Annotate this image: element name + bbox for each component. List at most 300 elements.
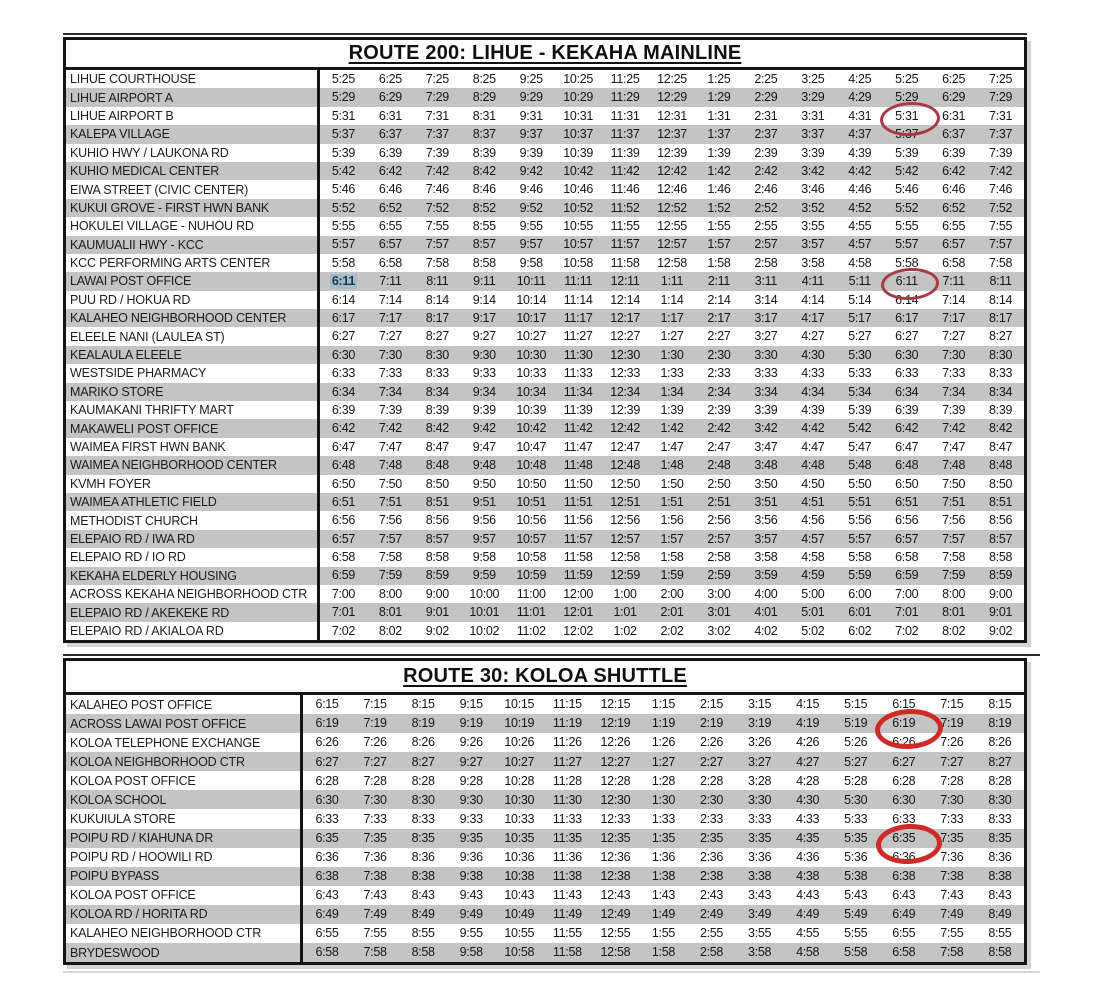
time-cell xyxy=(736,924,784,943)
time-text: 7:35 xyxy=(363,830,387,845)
time-text: 3:00 xyxy=(707,586,731,601)
time-cell xyxy=(447,695,495,714)
stop-name: KALAHEO NEIGHBORHOOD CTR xyxy=(66,924,303,943)
time-text: 5:30 xyxy=(844,792,868,807)
time-cell xyxy=(555,180,602,198)
time-text: 8:27 xyxy=(425,329,449,344)
time-text: 1:33 xyxy=(651,811,676,826)
time-cell xyxy=(930,346,977,364)
time-text: 5:31 xyxy=(895,108,919,123)
time-cell xyxy=(880,695,928,714)
stop-name: WAIMEA NEIGHBORHOOD CENTER xyxy=(66,456,320,474)
time-text: 7:33 xyxy=(940,811,964,826)
time-text: 8:48 xyxy=(425,458,449,473)
time-cell xyxy=(508,70,555,88)
time-cell xyxy=(883,291,930,309)
stop-name: ELEELE NANI (LAULEA ST) xyxy=(66,327,320,345)
time-text: 5:31 xyxy=(331,108,356,123)
time-text: 3:01 xyxy=(707,605,731,620)
time-cell xyxy=(508,254,555,272)
time-cell xyxy=(736,905,784,924)
time-text: 1:25 xyxy=(707,71,731,86)
time-cell xyxy=(399,867,447,886)
time-cell xyxy=(508,493,555,511)
time-text: 9:33 xyxy=(472,366,496,381)
time-cell xyxy=(495,733,543,752)
time-cell xyxy=(399,886,447,905)
time-text: 11:38 xyxy=(552,868,582,883)
time-text: 10:37 xyxy=(563,127,594,142)
time-cell xyxy=(414,199,461,217)
time-text: 7:19 xyxy=(363,716,387,731)
time-text: 6:27 xyxy=(892,754,916,769)
time-text: 4:42 xyxy=(848,163,872,178)
time-cell xyxy=(461,456,508,474)
time-cell xyxy=(320,530,367,548)
time-cell xyxy=(930,327,977,345)
time-cell xyxy=(602,309,649,327)
time-cell xyxy=(414,364,461,382)
time-text: 8:14 xyxy=(989,292,1013,307)
time-cell xyxy=(832,848,880,867)
time-text: 1:11 xyxy=(660,274,684,289)
time-text: 8:51 xyxy=(425,494,449,509)
time-cell xyxy=(320,180,367,198)
time-cell xyxy=(930,511,977,529)
time-text: 1:56 xyxy=(660,513,684,528)
time-text: 8:48 xyxy=(989,458,1013,473)
time-text: 1:14 xyxy=(660,292,684,307)
time-cell xyxy=(928,867,976,886)
time-text: 7:25 xyxy=(989,71,1013,86)
time-cell xyxy=(742,456,789,474)
time-cell xyxy=(928,714,976,733)
time-text: 7:00 xyxy=(895,586,919,601)
time-text: 6:38 xyxy=(315,868,339,883)
time-cell xyxy=(789,622,836,640)
time-cell xyxy=(930,88,977,106)
time-text: 11:37 xyxy=(610,127,640,142)
time-cell xyxy=(883,548,930,566)
time-cell xyxy=(367,456,414,474)
time-cell xyxy=(789,236,836,254)
time-cell xyxy=(789,291,836,309)
time-cell xyxy=(508,567,555,585)
time-text: 3:30 xyxy=(748,792,772,807)
time-cell xyxy=(883,199,930,217)
timetable-row xyxy=(66,107,1024,125)
time-cell xyxy=(883,567,930,585)
time-text: 4:50 xyxy=(801,476,825,491)
time-text: 6:51 xyxy=(331,494,356,509)
timetable-row xyxy=(66,886,1024,905)
time-cell xyxy=(688,943,736,962)
time-text: 4:30 xyxy=(801,347,825,362)
time-cell xyxy=(928,695,976,714)
time-text: 12:38 xyxy=(600,868,631,883)
time-text: 2:02 xyxy=(660,623,684,638)
time-text: 7:49 xyxy=(363,907,387,922)
time-cell xyxy=(649,622,696,640)
time-text: 4:55 xyxy=(796,926,820,941)
time-cell xyxy=(414,254,461,272)
time-cell xyxy=(591,733,639,752)
time-cell xyxy=(303,714,351,733)
stop-name: KEKAHA ELDERLY HOUSING xyxy=(66,567,320,585)
time-text: 8:00 xyxy=(942,586,966,601)
time-cell xyxy=(555,622,602,640)
time-text: 6:19 xyxy=(892,716,916,731)
time-cell xyxy=(977,383,1024,401)
time-text: 9:57 xyxy=(472,531,496,546)
time-cell xyxy=(414,327,461,345)
time-cell xyxy=(930,567,977,585)
timetable-row xyxy=(66,695,1024,714)
time-cell xyxy=(508,530,555,548)
time-text: 7:36 xyxy=(363,849,387,864)
time-cell xyxy=(399,924,447,943)
time-text: 2:15 xyxy=(699,697,724,712)
time-text: 5:39 xyxy=(331,145,356,160)
time-cell xyxy=(688,809,736,828)
time-cell xyxy=(836,419,883,437)
time-text: 8:33 xyxy=(411,811,435,826)
time-text: 11:25 xyxy=(610,71,640,86)
time-text: 8:19 xyxy=(411,716,435,731)
time-cell xyxy=(836,530,883,548)
time-text: 11:43 xyxy=(552,888,582,903)
time-cell xyxy=(976,886,1024,905)
time-text: 8:56 xyxy=(425,513,449,528)
time-cell xyxy=(367,199,414,217)
time-text: 7:50 xyxy=(942,476,966,491)
time-cell xyxy=(461,419,508,437)
time-cell xyxy=(543,752,591,771)
time-cell xyxy=(367,438,414,456)
time-text: 4:58 xyxy=(796,945,820,960)
time-text: 6:48 xyxy=(331,458,356,473)
time-text: 10:57 xyxy=(563,237,594,252)
time-text: 11:59 xyxy=(563,568,593,583)
time-cell xyxy=(883,419,930,437)
time-cell xyxy=(461,364,508,382)
time-text: 7:26 xyxy=(940,735,964,750)
time-text: 12:14 xyxy=(610,292,640,307)
time-text: 4:19 xyxy=(796,716,820,731)
time-cell xyxy=(696,125,743,143)
time-cell xyxy=(696,107,743,125)
time-cell xyxy=(696,493,743,511)
time-text: 6:47 xyxy=(895,439,919,454)
time-text: 2:57 xyxy=(754,237,778,252)
time-cell xyxy=(303,905,351,924)
time-text: 8:49 xyxy=(411,907,435,922)
time-cell xyxy=(789,511,836,529)
time-text: 4:51 xyxy=(801,494,825,509)
time-cell xyxy=(883,309,930,327)
time-cell xyxy=(495,867,543,886)
timetable-row xyxy=(66,346,1024,364)
timetable-row xyxy=(66,809,1024,828)
time-text: 10:14 xyxy=(516,292,547,307)
timetable-row xyxy=(66,236,1024,254)
time-text: 12:57 xyxy=(610,531,640,546)
time-cell xyxy=(414,236,461,254)
time-cell xyxy=(977,419,1024,437)
time-cell xyxy=(495,695,543,714)
time-text: 8:58 xyxy=(411,945,435,960)
time-cell xyxy=(320,346,367,364)
time-cell xyxy=(977,511,1024,529)
time-cell xyxy=(367,419,414,437)
time-text: 4:43 xyxy=(796,888,820,903)
time-cell xyxy=(883,254,930,272)
time-text: 3:37 xyxy=(801,127,825,142)
time-text: 8:39 xyxy=(989,402,1013,417)
time-cell xyxy=(742,475,789,493)
time-text: 2:50 xyxy=(707,476,731,491)
time-cell xyxy=(930,364,977,382)
time-text: 7:30 xyxy=(942,347,966,362)
time-text: 12:58 xyxy=(600,945,631,960)
time-cell xyxy=(555,511,602,529)
time-cell xyxy=(414,511,461,529)
time-text: 7:39 xyxy=(378,402,402,417)
time-cell xyxy=(508,327,555,345)
time-text: 12:49 xyxy=(600,907,631,922)
stop-name: PUU RD / HOKUA RD xyxy=(66,291,320,309)
time-cell xyxy=(742,530,789,548)
time-cell xyxy=(836,70,883,88)
time-cell xyxy=(414,493,461,511)
time-text: 11:00 xyxy=(516,586,546,601)
time-text: 2:27 xyxy=(699,754,724,769)
time-text: 7:55 xyxy=(425,219,449,234)
time-text: 8:55 xyxy=(472,219,496,234)
time-text: 11:29 xyxy=(610,90,640,105)
time-cell xyxy=(414,162,461,180)
time-text: 3:33 xyxy=(748,811,772,826)
time-text: 2:28 xyxy=(699,773,724,788)
time-cell xyxy=(977,493,1024,511)
time-cell xyxy=(399,771,447,790)
time-text: 12:15 xyxy=(600,697,631,712)
time-cell xyxy=(602,622,649,640)
time-text: 4:34 xyxy=(801,384,825,399)
time-text: 7:58 xyxy=(425,255,449,270)
time-text: 9:38 xyxy=(459,868,483,883)
time-cell xyxy=(688,714,736,733)
time-cell xyxy=(977,364,1024,382)
timetable-row xyxy=(66,867,1024,886)
time-cell xyxy=(461,272,508,290)
time-cell xyxy=(649,217,696,235)
time-cell xyxy=(555,419,602,437)
time-cell xyxy=(930,438,977,456)
time-cell xyxy=(883,236,930,254)
time-cell xyxy=(414,567,461,585)
time-cell xyxy=(591,752,639,771)
time-cell xyxy=(367,567,414,585)
time-cell xyxy=(832,771,880,790)
time-text: 5:02 xyxy=(801,623,825,638)
time-cell xyxy=(930,125,977,143)
time-text: 3:29 xyxy=(801,90,825,105)
time-text: 12:33 xyxy=(600,811,631,826)
time-text: 12:46 xyxy=(657,182,687,197)
time-text: 8:37 xyxy=(472,127,496,142)
time-cell xyxy=(883,88,930,106)
time-text: 12:00 xyxy=(563,586,594,601)
stop-name: KVMH FOYER xyxy=(66,475,320,493)
time-text: 2:25 xyxy=(754,71,778,86)
time-text: 7:51 xyxy=(378,494,402,509)
time-cell xyxy=(414,419,461,437)
time-cell xyxy=(736,809,784,828)
time-text: 7:48 xyxy=(942,458,966,473)
time-cell xyxy=(543,714,591,733)
time-text: 7:39 xyxy=(989,145,1013,160)
time-cell xyxy=(303,771,351,790)
time-text: 6:39 xyxy=(895,402,919,417)
time-text: 9:11 xyxy=(473,274,496,289)
time-cell xyxy=(930,70,977,88)
time-cell xyxy=(696,603,743,621)
time-cell xyxy=(836,603,883,621)
time-cell xyxy=(883,107,930,125)
time-cell xyxy=(639,695,687,714)
time-cell xyxy=(543,809,591,828)
time-cell xyxy=(508,346,555,364)
time-text: 6:28 xyxy=(892,773,916,788)
time-text: 3:14 xyxy=(754,292,778,307)
stop-name: LAWAI POST OFFICE xyxy=(66,272,320,290)
time-text: 8:39 xyxy=(472,145,496,160)
time-text: 7:42 xyxy=(378,421,402,436)
time-cell xyxy=(883,217,930,235)
time-cell xyxy=(832,752,880,771)
route-200-rows xyxy=(66,70,1024,640)
time-text: 1:39 xyxy=(707,145,731,160)
time-text: 5:51 xyxy=(848,494,872,509)
time-cell xyxy=(696,162,743,180)
time-cell xyxy=(543,886,591,905)
time-text: 8:27 xyxy=(411,754,435,769)
timetable-row xyxy=(66,70,1024,88)
time-cell xyxy=(591,809,639,828)
time-cell xyxy=(649,401,696,419)
time-text: 9:42 xyxy=(472,421,496,436)
time-cell xyxy=(399,733,447,752)
time-cell xyxy=(414,438,461,456)
time-text: 9:55 xyxy=(519,219,543,234)
time-cell xyxy=(742,144,789,162)
time-text: 3:38 xyxy=(748,868,772,883)
time-cell xyxy=(784,714,832,733)
time-text: 12:47 xyxy=(610,439,640,454)
time-text: 11:42 xyxy=(610,163,640,178)
time-text: 11:27 xyxy=(552,754,582,769)
timetable-row xyxy=(66,88,1024,106)
time-cell xyxy=(447,924,495,943)
time-cell xyxy=(639,752,687,771)
time-text: 8:26 xyxy=(411,735,435,750)
time-text: 6:11 xyxy=(895,274,918,289)
time-cell xyxy=(591,771,639,790)
time-cell xyxy=(928,752,976,771)
time-text: 1:02 xyxy=(613,623,637,638)
time-cell xyxy=(977,567,1024,585)
time-cell xyxy=(696,70,743,88)
time-text: 12:26 xyxy=(600,735,631,750)
time-cell xyxy=(789,567,836,585)
time-text: 11:55 xyxy=(552,926,582,941)
time-text: 6:33 xyxy=(331,366,356,381)
time-cell xyxy=(303,733,351,752)
time-text: 12:30 xyxy=(610,347,640,362)
time-cell xyxy=(736,886,784,905)
time-text: 4:25 xyxy=(848,71,872,86)
time-text: 2:55 xyxy=(699,926,724,941)
time-text: 10:25 xyxy=(563,71,594,86)
time-text: 10:31 xyxy=(563,108,594,123)
time-text: 6:35 xyxy=(315,830,339,845)
time-cell xyxy=(461,107,508,125)
time-cell xyxy=(649,70,696,88)
time-text: 12:43 xyxy=(600,888,631,903)
time-text: 6:37 xyxy=(942,127,966,142)
time-cell xyxy=(930,548,977,566)
time-cell xyxy=(930,272,977,290)
time-text: 8:01 xyxy=(378,605,402,620)
time-text: 2:30 xyxy=(707,347,731,362)
time-text: 2:17 xyxy=(707,311,731,326)
time-cell xyxy=(977,585,1024,603)
time-cell xyxy=(836,346,883,364)
time-cell xyxy=(447,714,495,733)
time-cell xyxy=(977,309,1024,327)
time-cell xyxy=(555,107,602,125)
time-text: 6:28 xyxy=(315,773,339,788)
time-cell xyxy=(696,217,743,235)
time-text: 11:17 xyxy=(563,311,593,326)
time-text: 3:43 xyxy=(748,888,772,903)
route-30-table xyxy=(63,658,1027,965)
time-text: 5:17 xyxy=(848,311,872,326)
time-cell xyxy=(649,383,696,401)
time-text: 5:30 xyxy=(848,347,872,362)
time-cell xyxy=(508,272,555,290)
time-cell xyxy=(602,272,649,290)
timetable-row xyxy=(66,254,1024,272)
time-text: 8:47 xyxy=(425,439,449,454)
timetable-row xyxy=(66,848,1024,867)
time-cell xyxy=(367,254,414,272)
time-text: 3:35 xyxy=(748,830,772,845)
time-cell xyxy=(414,475,461,493)
time-cell xyxy=(602,236,649,254)
time-cell xyxy=(495,790,543,809)
time-cell xyxy=(742,254,789,272)
time-text: 8:38 xyxy=(411,868,435,883)
time-text: 2:59 xyxy=(707,568,731,583)
time-text: 5:55 xyxy=(895,219,919,234)
time-text: 9:47 xyxy=(472,439,496,454)
time-text: 5:33 xyxy=(848,366,872,381)
time-text: 5:52 xyxy=(895,200,919,215)
time-text: 6:31 xyxy=(942,108,966,123)
time-text: 7:58 xyxy=(942,550,966,565)
